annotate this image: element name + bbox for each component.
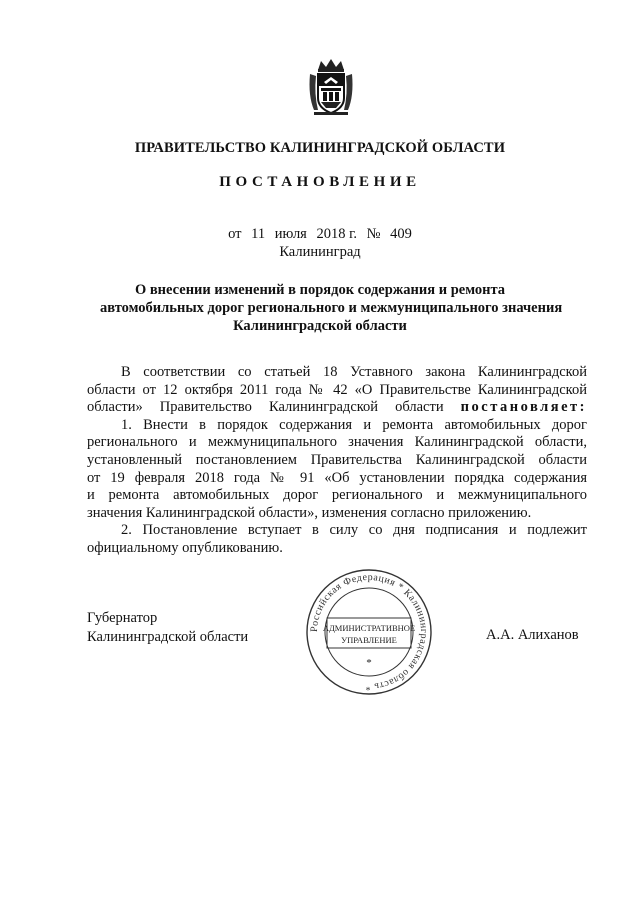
body-line: регионального и межмуниципального значения Калининградской области, — [87, 434, 587, 451]
document-type: ПОСТАНОВЛЕНИЕ — [219, 174, 421, 190]
body-line: В соответствии со статьей 18 Уставного закона Калининградской — [121, 364, 587, 380]
stamp-star: * — [366, 657, 372, 669]
official-stamp — [303, 566, 435, 698]
body-line — [87, 399, 587, 417]
stamp-ring-text: Российская Федерация * Калининградская область * — [308, 571, 430, 693]
body-line: 2. Постановление вступает в силу со дня подписания и подлежит — [121, 522, 587, 539]
title-line: О внесении изменений в порядок содержания и ремонта — [134, 282, 506, 298]
coat-of-arms-emblem — [306, 56, 356, 118]
document-number: 409 — [390, 226, 412, 242]
body-line: официальному опубликованию. — [87, 539, 283, 556]
body-line: и ремонта автомобильных дорог регионального и межмуниципального — [87, 487, 587, 504]
document-body — [87, 364, 587, 558]
body-line: области от 12 октября 2011 года № 42 «О Правительстве Калининградской — [87, 381, 587, 398]
body-line: 1. Внести в порядок содержания и ремонта автомобильных дорог — [121, 416, 587, 433]
resolution-keyword: постановляет: — [460, 399, 587, 416]
title-line: автомобильных дорог регионального и межмуниципального значения — [100, 300, 563, 316]
body-line: установленный постановлением Правительства Калининградской области — [87, 451, 587, 468]
body-line: значения Калининградской области», изменения согласно приложению. — [87, 504, 532, 521]
signatory-name: А.А. Алиханов — [486, 627, 579, 643]
signatory-position — [87, 609, 248, 646]
city: Калининград — [279, 244, 361, 260]
date-day: 11 — [251, 226, 266, 242]
title-line: Калининградской области — [233, 318, 407, 334]
position-line: Губернатор — [87, 610, 158, 626]
stamp-center-line: АДМИНИСТРАТИВНОЕ — [322, 623, 416, 633]
date-month: июля — [274, 226, 307, 242]
date-year: 2018 г. — [316, 226, 358, 242]
number-sign: № — [366, 226, 381, 242]
organization-name: ПРАВИТЕЛЬСТВО КАЛИНИНГРАДСКОЙ ОБЛАСТИ — [134, 140, 506, 156]
date-prefix: от — [228, 226, 242, 242]
stamp-center-line: УПРАВЛЕНИЕ — [341, 635, 397, 645]
position-line: Калининградской области — [87, 628, 249, 645]
body-text: области» Правительство Калининградской области — [87, 399, 444, 416]
date-number-line — [0, 226, 640, 243]
body-line: от 19 февраля 2018 года № 91 «Об установлении порядка содержания — [87, 469, 587, 486]
document-title — [100, 281, 563, 335]
